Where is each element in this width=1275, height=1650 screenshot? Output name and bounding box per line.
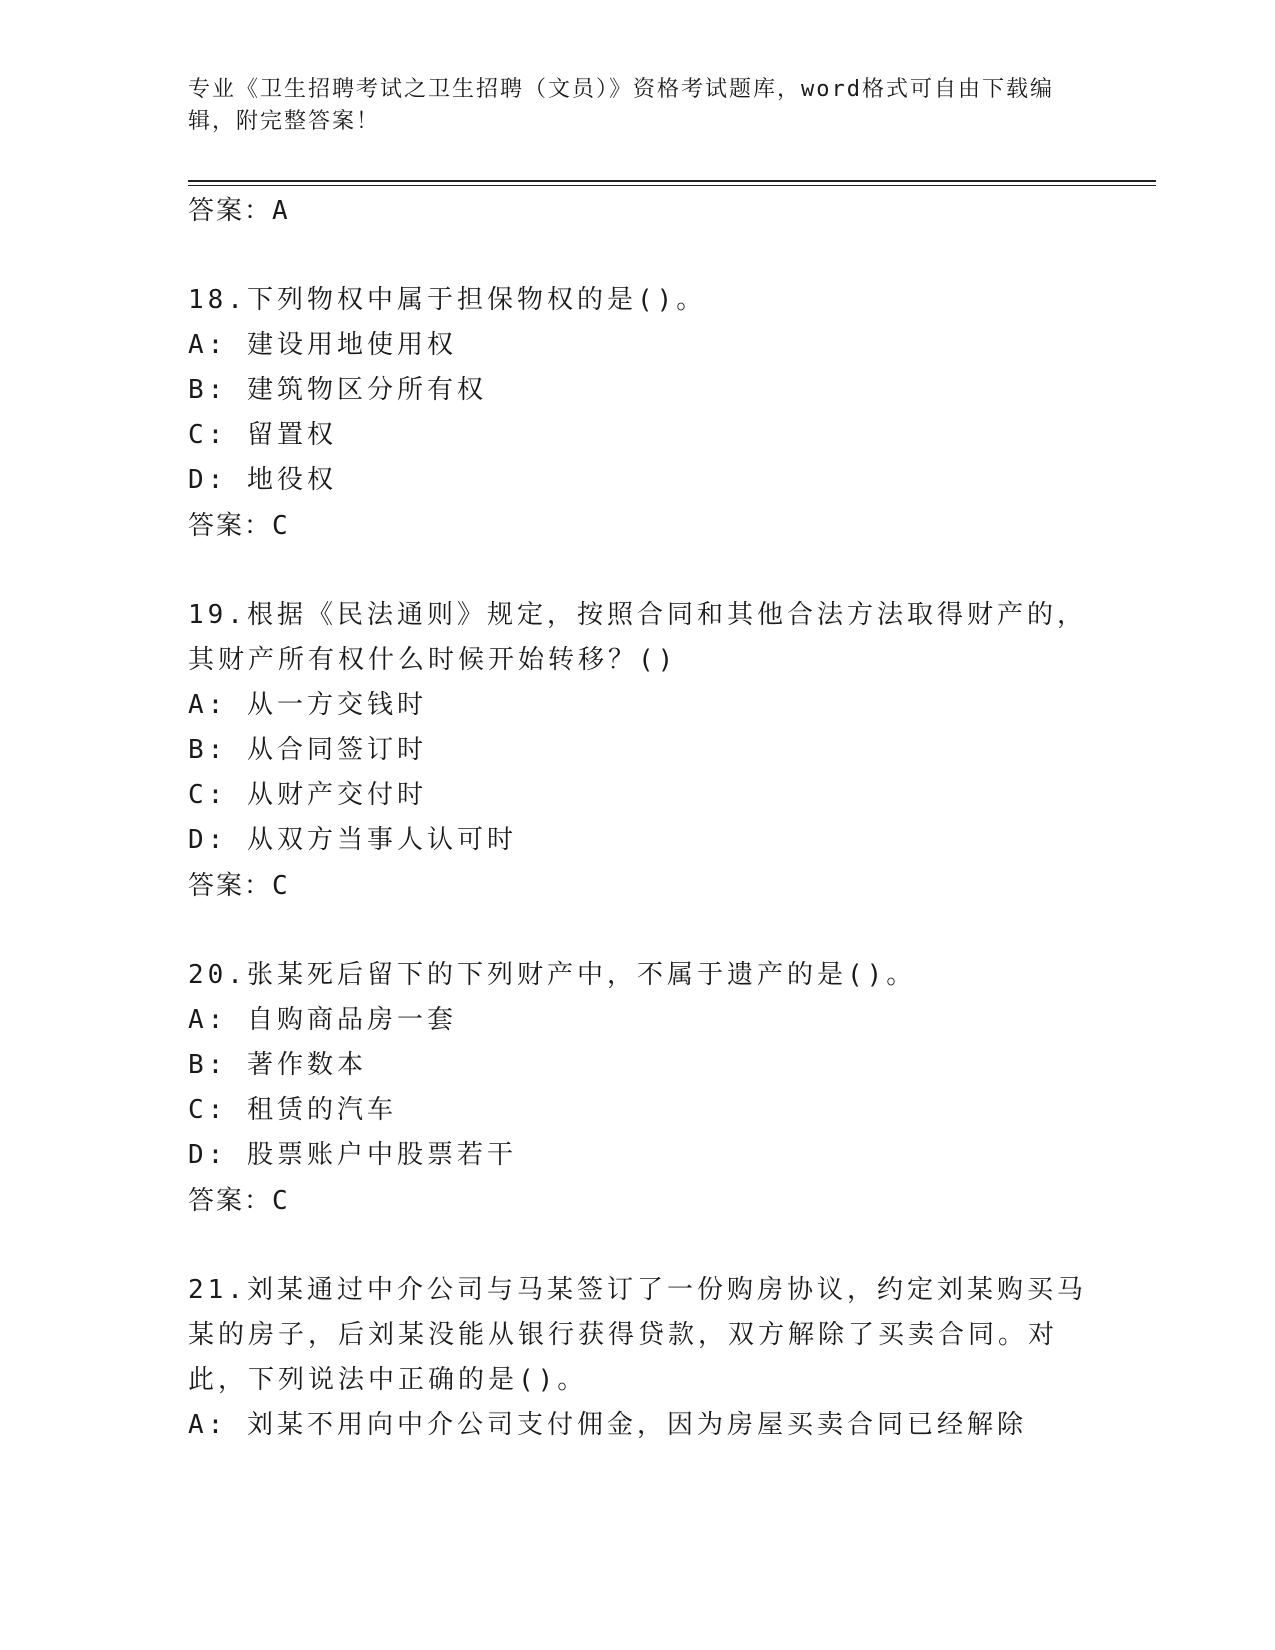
question-list xyxy=(188,188,1088,1448)
question-text: 18.下列物权中属于担保物权的是()。 xyxy=(188,285,707,315)
option-d: D: 地役权 xyxy=(188,465,337,495)
option-b: B: 建筑物区分所有权 xyxy=(188,375,487,405)
answer-value: C xyxy=(272,511,290,541)
answer-label: 答案： xyxy=(188,871,273,901)
option-d: D: 从双方当事人认可时 xyxy=(188,825,517,855)
answer-line xyxy=(188,1178,1088,1224)
question-block xyxy=(188,1268,1088,1448)
option-b: B: 著作数本 xyxy=(188,1050,367,1080)
document-header: 专业《卫生招聘考试之卫生招聘（文员）》资格考试题库，word格式可自由下载编辑，附完整答案！ xyxy=(188,77,1054,134)
option-c: C: 租赁的汽车 xyxy=(188,1095,397,1125)
answer-value: C xyxy=(272,871,290,901)
question-block xyxy=(188,953,1088,1224)
option-a: A: 刘某不用向中介公司支付佣金，因为房屋买卖合同已经解除 xyxy=(188,1410,1027,1440)
question-text: 20.张某死后留下的下列财产中，不属于遗产的是()。 xyxy=(188,960,917,990)
option-a: A: 建设用地使用权 xyxy=(188,330,457,360)
answer-value: C xyxy=(272,1186,290,1216)
question-block xyxy=(188,593,1088,909)
option-c: C: 留置权 xyxy=(188,420,337,450)
question-text: 19.根据《民法通则》规定，按照合同和其他合法方法取得财产的，其财产所有权什么时候开始转移？() xyxy=(188,600,1087,675)
option-a: A: 自购商品房一套 xyxy=(188,1005,457,1035)
question-block xyxy=(188,278,1088,549)
header-divider-thick xyxy=(188,180,1156,182)
answer-value: A xyxy=(272,196,290,226)
answer-label: 答案： xyxy=(188,196,273,226)
option-c: C: 从财产交付时 xyxy=(188,780,427,810)
answer-line xyxy=(188,188,1088,234)
option-a: A: 从一方交钱时 xyxy=(188,690,427,720)
option-b: B: 从合同签订时 xyxy=(188,735,427,765)
answer-label: 答案： xyxy=(188,511,273,541)
header-divider-thin xyxy=(188,185,1156,186)
question-text: 21.刘某通过中介公司与马某签订了一份购房协议，约定刘某购买马某的房子，后刘某没能从银行获得贷款，双方解除了买卖合同。对此，下列说法中正确的是()。 xyxy=(188,1275,1087,1395)
answer-line xyxy=(188,503,1088,549)
answer-label: 答案： xyxy=(188,1186,273,1216)
option-d: D: 股票账户中股票若干 xyxy=(188,1140,517,1170)
answer-line xyxy=(188,863,1088,909)
